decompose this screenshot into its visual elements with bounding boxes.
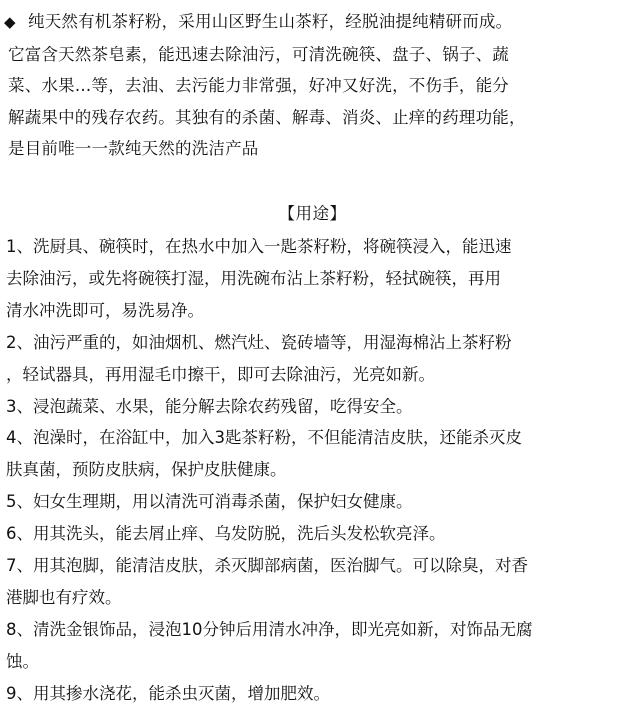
intro-line: 它富含天然茶皂素，能迅速去除油污，可清洗碗筷、盘子、锅子、蔬: [8, 44, 509, 64]
intro-line: 解蔬果中的残存农药。其独有的杀菌、解毒、消炎、止痒的药理功能，: [8, 107, 526, 127]
uses-line: 8、清洗金银饰品，浸泡10分钟后用清水冲净，即光亮如新，对饰品无腐: [6, 619, 533, 639]
uses-line: 6、用其洗头，能去屑止痒、乌发防脱，洗后头发松软亮泽。: [6, 524, 446, 544]
intro-paragraph: [4, 6, 618, 165]
uses-line: 5、妇女生理期，用以清洗可消毒杀菌，保护妇女健康。: [6, 492, 413, 512]
uses-line: 4、泡澡时，在浴缸中，加入3匙茶籽粉，不但能清洁皮肤，还能杀灭皮: [6, 428, 522, 448]
uses-line: 3、浸泡蔬菜、水果，能分解去除农药残留，吃得安全。: [6, 396, 413, 416]
uses-line: 7、用其泡脚，能清洁皮肤，杀灭脚部病菌，医治脚气。可以除臭，对香: [6, 556, 528, 576]
intro-line: ◆ 纯天然有机茶籽粉，采用山区野生山茶籽，经脱油提纯精研而成。: [8, 6, 618, 39]
intro-line: 是目前唯一一款纯天然的洗洁产品: [8, 139, 259, 158]
uses-line: 9、用其掺水浇花，能杀虫灭菌，增加肥效。: [6, 683, 330, 703]
uses-line: 1、洗厨具、碗筷时，在热水中加入一匙茶籽粉，将碗筷浸入，能迅速: [6, 237, 512, 256]
uses-line: 蚀。: [6, 651, 39, 671]
uses-line: 港脚也有疗效。: [6, 587, 122, 607]
diamond-bullet-icon: ◆: [4, 13, 16, 31]
uses-line: ，轻试器具，再用湿毛巾擦干，即可去除油污，光亮如新。: [6, 364, 435, 384]
uses-line: 去除油污，或先将碗筷打湿，用洗碗布沾上茶籽粉，轻拭碗筷，再用: [6, 268, 501, 288]
uses-line: 清水冲洗即可，易洗易净。: [6, 300, 204, 320]
uses-line: 2、油污严重的，如油烟机、燃汽灶、瓷砖墙等，用湿海棉沾上茶籽粉: [6, 332, 512, 352]
intro-line: 菜、水果…等，去油、去污能力非常强，好冲又好洗，不伤手，能分: [8, 76, 509, 95]
uses-section-title: 【用途】: [278, 204, 347, 223]
uses-list: [6, 231, 618, 710]
uses-line: 肤真菌，预防皮肤病，保护皮肤健康。: [6, 460, 287, 480]
